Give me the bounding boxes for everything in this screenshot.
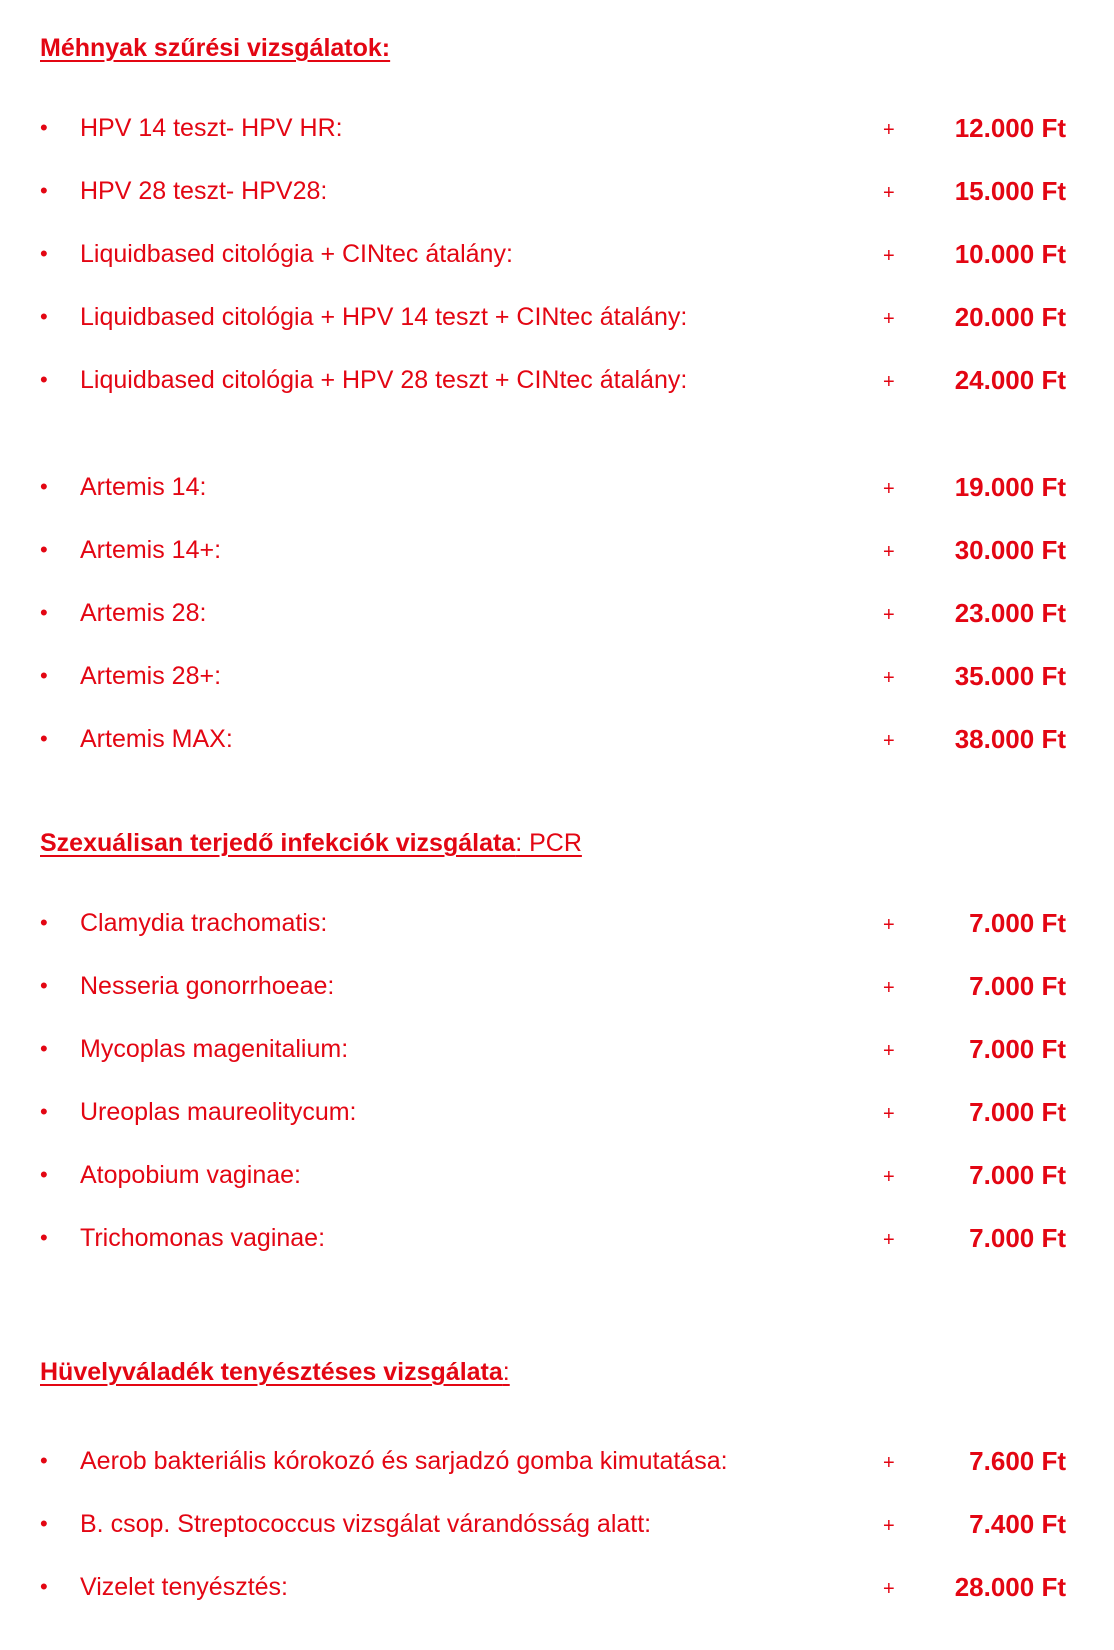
list-item <box>0 595 1114 631</box>
plus-icon: + <box>883 478 895 500</box>
bullet-icon: • <box>40 1448 48 1473</box>
plus-icon: + <box>883 119 895 141</box>
plus-icon: + <box>883 1040 895 1062</box>
list-item <box>0 1569 1114 1605</box>
plus-icon: + <box>883 541 895 563</box>
bullet-icon: • <box>40 474 48 499</box>
plus-icon: + <box>883 914 895 936</box>
bullet-icon: • <box>40 1511 48 1536</box>
item-price: 24.000 Ft <box>954 365 1066 395</box>
item-label: Liquidbased citológia + HPV 14 teszt + CINtec átalány: <box>80 303 688 331</box>
item-label: Clamydia trachomatis: <box>80 909 328 937</box>
bullet-icon: • <box>40 115 48 140</box>
list-item <box>0 236 1114 272</box>
section-heading-sti-tests <box>40 828 582 858</box>
item-label: Ureoplas maureolitycum: <box>80 1098 357 1126</box>
item-price: 20.000 Ft <box>954 302 1066 332</box>
plus-icon: + <box>883 730 895 752</box>
plus-icon: + <box>883 667 895 689</box>
heading-text: Méhnyak szűrési vizsgálatok: <box>40 34 391 62</box>
bullet-icon: • <box>40 1225 48 1250</box>
heading-text: Hüvelyváladék tenyésztéses vizsgálata <box>40 1358 503 1386</box>
bullet-icon: • <box>40 726 48 751</box>
bullet-icon: • <box>40 1036 48 1061</box>
item-label: Aerob bakteriális kórokozó és sarjadzó gomba kimutatása: <box>80 1447 728 1475</box>
item-label: Vizelet tenyésztés: <box>80 1573 288 1601</box>
list-item <box>0 362 1114 398</box>
list-item <box>0 299 1114 335</box>
plus-icon: + <box>883 308 895 330</box>
item-label: Mycoplas magenitalium: <box>80 1035 349 1063</box>
list-item <box>0 1506 1114 1542</box>
bullet-icon: • <box>40 241 48 266</box>
bullet-icon: • <box>40 537 48 562</box>
list-item <box>0 1094 1114 1130</box>
plus-icon: + <box>883 1103 895 1125</box>
item-price: 7.000 Ft <box>969 1160 1066 1190</box>
list-item <box>0 532 1114 568</box>
item-label: Artemis 14: <box>80 473 207 501</box>
bullet-icon: • <box>40 663 48 688</box>
list-item <box>0 968 1114 1004</box>
item-price: 7.000 Ft <box>969 1223 1066 1253</box>
item-price: 7.400 Ft <box>969 1509 1066 1539</box>
heading-suffix: : PCR <box>515 829 582 857</box>
item-price: 23.000 Ft <box>954 598 1066 628</box>
heading-text: Szexuálisan terjedő infekciók vizsgálata <box>40 829 516 857</box>
bullet-icon: • <box>40 367 48 392</box>
plus-icon: + <box>883 182 895 204</box>
list-item <box>0 905 1114 941</box>
item-price: 7.600 Ft <box>969 1446 1066 1476</box>
item-price: 10.000 Ft <box>954 239 1066 269</box>
item-label: Trichomonas vaginae: <box>80 1224 326 1252</box>
plus-icon: + <box>883 1515 895 1537</box>
plus-icon: + <box>883 977 895 999</box>
bullet-icon: • <box>40 1574 48 1599</box>
item-price: 28.000 Ft <box>954 1572 1066 1602</box>
plus-icon: + <box>883 1229 895 1251</box>
plus-icon: + <box>883 604 895 626</box>
item-label: Artemis 28+: <box>80 662 222 690</box>
item-label: B. csop. Streptococcus vizsgálat várandósság alatt: <box>80 1510 652 1538</box>
item-label: Liquidbased citológia + HPV 28 teszt + CINtec átalány: <box>80 366 688 394</box>
list-item <box>0 658 1114 694</box>
item-price: 30.000 Ft <box>954 535 1066 565</box>
item-price: 7.000 Ft <box>969 1097 1066 1127</box>
item-label: Atopobium vaginae: <box>80 1161 301 1189</box>
heading-suffix: : <box>502 1358 510 1386</box>
plus-icon: + <box>883 1578 895 1600</box>
item-price: 19.000 Ft <box>954 472 1066 502</box>
item-price: 15.000 Ft <box>954 176 1066 206</box>
item-price: 7.000 Ft <box>969 1034 1066 1064</box>
section-heading-vaginal-culture <box>40 1357 510 1387</box>
plus-icon: + <box>883 1452 895 1474</box>
list-item <box>0 173 1114 209</box>
list-item <box>0 110 1114 146</box>
bullet-icon: • <box>40 600 48 625</box>
bullet-icon: • <box>40 1162 48 1187</box>
item-price: 12.000 Ft <box>954 113 1066 143</box>
item-label: HPV 14 teszt- HPV HR: <box>80 114 343 142</box>
item-label: Artemis 28: <box>80 599 207 627</box>
plus-icon: + <box>883 1166 895 1188</box>
bullet-icon: • <box>40 910 48 935</box>
item-label: Nesseria gonorrhoeae: <box>80 972 335 1000</box>
bullet-icon: • <box>40 1099 48 1124</box>
list-item <box>0 721 1114 757</box>
bullet-icon: • <box>40 178 48 203</box>
list-item <box>0 1031 1114 1067</box>
plus-icon: + <box>883 245 895 267</box>
item-label: Liquidbased citológia + CINtec átalány: <box>80 240 513 268</box>
item-label: HPV 28 teszt- HPV28: <box>80 177 328 205</box>
list-item <box>0 1220 1114 1256</box>
item-price: 7.000 Ft <box>969 971 1066 1001</box>
item-price: 35.000 Ft <box>954 661 1066 691</box>
section-heading-cervical-screening <box>40 33 390 63</box>
list-item <box>0 1157 1114 1193</box>
list-item <box>0 469 1114 505</box>
bullet-icon: • <box>40 973 48 998</box>
item-price: 7.000 Ft <box>969 908 1066 938</box>
item-label: Artemis MAX: <box>80 725 233 753</box>
list-item <box>0 1443 1114 1479</box>
plus-icon: + <box>883 371 895 393</box>
item-price: 38.000 Ft <box>954 724 1066 754</box>
bullet-icon: • <box>40 304 48 329</box>
item-label: Artemis 14+: <box>80 536 222 564</box>
